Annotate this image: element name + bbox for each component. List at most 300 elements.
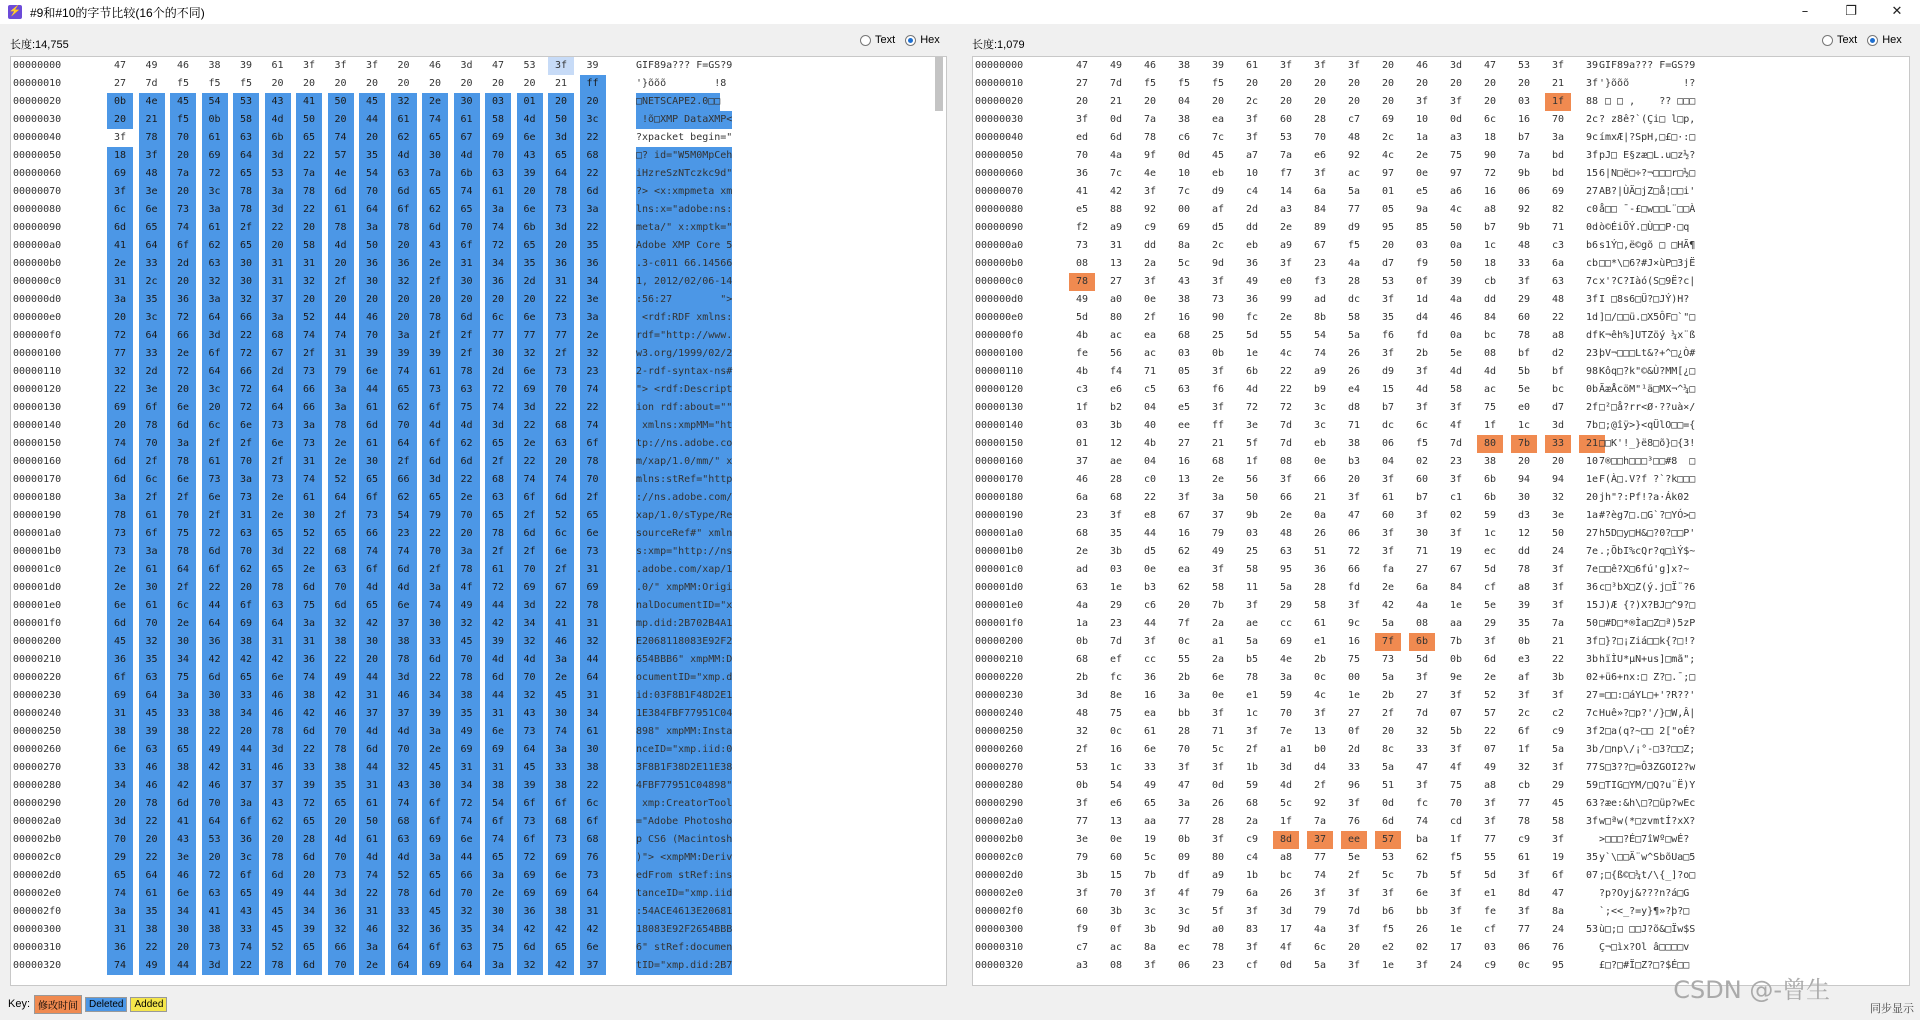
hex-byte[interactable]: 7b: [1511, 435, 1537, 453]
hex-byte[interactable]: 31: [233, 507, 259, 525]
hex-byte[interactable]: a9: [1109, 222, 1123, 233]
hex-byte[interactable]: 6e: [139, 201, 165, 219]
hex-byte[interactable]: 64: [139, 687, 165, 705]
hex-byte[interactable]: 4d: [391, 723, 417, 741]
hex-byte[interactable]: 3a: [170, 435, 196, 453]
hex-byte[interactable]: 47: [1177, 780, 1191, 791]
hex-byte[interactable]: 61: [139, 561, 165, 579]
hex-byte[interactable]: 62: [265, 813, 291, 831]
hex-byte[interactable]: 70: [517, 561, 543, 579]
hex-byte[interactable]: a3: [1279, 204, 1293, 215]
hex-byte[interactable]: 2e: [170, 345, 196, 363]
hex-byte[interactable]: 6d: [391, 183, 417, 201]
hex-byte[interactable]: 88: [1109, 204, 1123, 215]
hex-byte[interactable]: 27: [1177, 438, 1191, 449]
hex-byte[interactable]: 3f: [1211, 366, 1225, 377]
hex-byte[interactable]: 84: [1483, 312, 1497, 323]
hex-byte[interactable]: 2b: [1177, 672, 1191, 683]
hex-byte[interactable]: 5e: [1347, 852, 1361, 863]
hex-byte[interactable]: 39: [239, 60, 253, 71]
hex-byte[interactable]: 3d: [548, 129, 574, 147]
hex-byte[interactable]: 3f: [1449, 906, 1463, 917]
hex-byte[interactable]: 64: [202, 309, 228, 327]
ascii-text[interactable]: ocumentID="xmp.d: [636, 669, 732, 687]
hex-byte[interactable]: 6e: [1143, 744, 1157, 755]
hex-byte[interactable]: 50: [359, 237, 385, 255]
hex-byte[interactable]: 19: [1143, 834, 1157, 845]
hex-byte[interactable]: 32: [328, 921, 354, 939]
hex-byte[interactable]: 4d: [517, 651, 543, 669]
hex-byte[interactable]: 42: [548, 921, 574, 939]
hex-byte[interactable]: 72: [202, 165, 228, 183]
hex-byte[interactable]: 31: [580, 561, 606, 579]
hex-byte[interactable]: 69: [1279, 636, 1293, 647]
hex-byte[interactable]: 61: [1245, 60, 1259, 71]
hex-byte[interactable]: 92: [1517, 204, 1531, 215]
hex-byte[interactable]: 71: [1211, 726, 1225, 737]
hex-byte[interactable]: 52: [296, 309, 322, 327]
hex-byte[interactable]: 22: [296, 201, 322, 219]
hex-byte[interactable]: 20: [107, 795, 133, 813]
hex-byte[interactable]: 74: [296, 669, 322, 687]
hex-byte[interactable]: 58: [1313, 600, 1327, 611]
ascii-text[interactable]: c□³bX□Z(ý.j□Ï¨?6: [1599, 582, 1696, 593]
hex-byte[interactable]: 6d: [422, 885, 448, 903]
hex-byte[interactable]: 3d: [548, 219, 574, 237]
hex-byte[interactable]: 16: [1347, 636, 1361, 647]
hex-byte[interactable]: 36: [107, 651, 133, 669]
hex-byte[interactable]: 85: [1415, 222, 1429, 233]
ascii-text[interactable]: +ü6+nx:□ Z?□.¯;□: [1599, 672, 1696, 683]
hex-byte[interactable]: 6d: [485, 669, 511, 687]
hex-byte[interactable]: 74: [485, 831, 511, 849]
hex-byte[interactable]: 17: [1279, 924, 1293, 935]
hex-byte[interactable]: 95: [1381, 222, 1395, 233]
hex-byte[interactable]: f5: [1347, 240, 1361, 251]
hex-byte[interactable]: 61: [454, 111, 480, 129]
hex-byte[interactable]: 69: [107, 165, 133, 183]
hex-byte[interactable]: 45: [265, 921, 291, 939]
hex-byte[interactable]: 27: [1075, 78, 1089, 89]
hex-byte[interactable]: 3a: [1551, 132, 1565, 143]
hex-byte[interactable]: 63: [233, 129, 259, 147]
hex-byte[interactable]: 59: [1279, 690, 1293, 701]
hex-byte[interactable]: 03: [1109, 564, 1123, 575]
hex-byte[interactable]: 20: [334, 78, 347, 89]
hex-byte[interactable]: 65: [1143, 798, 1157, 809]
hex-byte[interactable]: 3f: [1551, 834, 1565, 845]
hex-byte[interactable]: 0b: [1211, 348, 1225, 359]
hex-byte[interactable]: 2c: [1517, 708, 1531, 719]
ascii-text[interactable]: sourceRef#" xmln: [636, 525, 732, 543]
hex-byte[interactable]: bd: [1551, 150, 1565, 161]
hex-byte[interactable]: 65: [139, 219, 165, 237]
ascii-text[interactable]: £□?□#Ï□Z?□?$É□□: [1599, 960, 1690, 971]
hex-byte[interactable]: 0c: [1313, 672, 1327, 683]
hex-byte[interactable]: 98: [1585, 366, 1599, 377]
hex-byte[interactable]: 15: [1381, 384, 1395, 395]
hex-byte[interactable]: 46: [265, 759, 291, 777]
hex-byte[interactable]: 65: [391, 381, 417, 399]
hex-byte[interactable]: 36: [580, 255, 606, 273]
hex-byte[interactable]: 6e: [107, 741, 133, 759]
hex-byte[interactable]: 73: [202, 471, 228, 489]
hex-byte[interactable]: 2e: [170, 615, 196, 633]
hex-byte[interactable]: 24: [1449, 960, 1463, 971]
hex-byte[interactable]: a8: [1551, 330, 1565, 341]
hex-byte[interactable]: 1c: [1109, 762, 1123, 773]
hex-byte[interactable]: 77: [1313, 852, 1327, 863]
hex-byte[interactable]: a8: [1483, 780, 1497, 791]
hex-byte[interactable]: 2c: [1211, 240, 1225, 251]
hex-byte[interactable]: 65: [422, 183, 448, 201]
hex-byte[interactable]: 6f: [233, 597, 259, 615]
hex-byte[interactable]: 2f: [548, 345, 574, 363]
hex-byte[interactable]: 3f: [334, 60, 347, 71]
hex-byte[interactable]: 37: [580, 957, 606, 975]
hex-byte[interactable]: 2e: [1415, 150, 1429, 161]
hex-byte[interactable]: d5: [1143, 546, 1157, 557]
hex-byte[interactable]: 60: [1109, 852, 1123, 863]
hex-byte[interactable]: 45: [1211, 150, 1225, 161]
hex-byte[interactable]: 06: [1347, 528, 1361, 539]
hex-byte[interactable]: 6d: [1381, 816, 1395, 827]
hex-byte[interactable]: 20: [391, 309, 417, 327]
hex-byte[interactable]: 42: [202, 651, 228, 669]
hex-byte[interactable]: 54: [1109, 780, 1123, 791]
hex-byte[interactable]: 68: [391, 813, 417, 831]
hex-byte[interactable]: 46: [139, 777, 165, 795]
hex-byte[interactable]: 5a: [1347, 330, 1361, 341]
hex-byte[interactable]: 60: [1517, 312, 1531, 323]
hex-byte[interactable]: 49: [265, 885, 291, 903]
hex-byte[interactable]: 24: [1551, 924, 1565, 935]
hex-byte[interactable]: 3f: [1143, 636, 1157, 647]
hex-byte[interactable]: 51: [1313, 546, 1327, 557]
hex-byte[interactable]: 49: [1143, 780, 1157, 791]
hex-byte[interactable]: 37: [265, 291, 291, 309]
hex-byte[interactable]: 7c: [1585, 276, 1599, 287]
hex-byte[interactable]: 20: [454, 291, 480, 309]
hex-byte[interactable]: 7d: [1449, 438, 1463, 449]
hex-byte[interactable]: 6e: [580, 525, 606, 543]
hex-byte[interactable]: 74: [107, 957, 133, 975]
hex-byte[interactable]: 6e: [359, 363, 385, 381]
hex-byte[interactable]: 6d: [548, 489, 574, 507]
hex-byte[interactable]: 6d: [202, 669, 228, 687]
hex-byte[interactable]: 70: [454, 219, 480, 237]
hex-byte[interactable]: 6e: [107, 597, 133, 615]
hex-byte[interactable]: 16: [1517, 114, 1531, 125]
hex-byte[interactable]: 66: [454, 867, 480, 885]
hex-byte[interactable]: 3f: [302, 60, 316, 71]
hex-byte[interactable]: 21: [1551, 636, 1565, 647]
hex-byte[interactable]: 38: [170, 723, 196, 741]
hex-byte[interactable]: e6: [1109, 384, 1123, 395]
hex-byte[interactable]: 77: [548, 327, 574, 345]
hex-byte[interactable]: 66: [233, 363, 259, 381]
hex-byte[interactable]: 29: [1517, 294, 1531, 305]
hex-byte[interactable]: c9: [1517, 834, 1531, 845]
hex-byte[interactable]: 48: [139, 165, 165, 183]
hex-byte[interactable]: 45: [170, 93, 196, 111]
hex-byte[interactable]: 78: [1069, 273, 1095, 291]
ascii-text[interactable]: x'?C?Iàó(S□9Ë?c|: [1599, 276, 1696, 287]
hex-byte[interactable]: 66: [1313, 474, 1327, 485]
hex-byte[interactable]: 2e: [548, 669, 574, 687]
hex-byte[interactable]: 70: [1075, 150, 1089, 161]
hex-byte[interactable]: 20: [202, 399, 228, 417]
hex-byte[interactable]: 2f: [454, 327, 480, 345]
hex-byte[interactable]: 22: [517, 453, 543, 471]
hex-byte[interactable]: 78: [328, 219, 354, 237]
hex-byte[interactable]: 20: [107, 417, 133, 435]
hex-byte[interactable]: 4d: [1483, 366, 1497, 377]
hex-byte[interactable]: 30: [170, 633, 196, 651]
hex-byte[interactable]: 6f: [422, 813, 448, 831]
hex-byte[interactable]: 3d: [1075, 690, 1089, 701]
hex-byte[interactable]: 2e: [454, 489, 480, 507]
hex-byte[interactable]: b0: [1313, 744, 1327, 755]
hex-byte[interactable]: 31: [1109, 240, 1123, 251]
hex-byte[interactable]: cb: [1483, 276, 1497, 287]
hex-byte[interactable]: e5: [1075, 204, 1089, 215]
ascii-text[interactable]: =□□:□áYL□+'?R??': [1599, 690, 1696, 701]
hex-byte[interactable]: 28: [1347, 276, 1361, 287]
hex-byte[interactable]: 7c: [1177, 186, 1191, 197]
hex-byte[interactable]: 65: [580, 507, 606, 525]
hex-byte[interactable]: 50: [1449, 222, 1463, 233]
ascii-text[interactable]: nceID="xmp.iid:0: [636, 741, 732, 759]
hex-byte[interactable]: 23: [580, 363, 606, 381]
hex-byte[interactable]: 3d: [1279, 762, 1293, 773]
hex-byte[interactable]: ad: [1075, 564, 1089, 575]
hex-byte[interactable]: 44: [170, 957, 196, 975]
hex-byte[interactable]: 2e: [1279, 312, 1293, 323]
hex-byte[interactable]: 6c: [580, 795, 606, 813]
hex-byte[interactable]: 22: [422, 669, 448, 687]
hex-byte[interactable]: 3f: [1415, 510, 1429, 521]
hex-byte[interactable]: 04: [1143, 456, 1157, 467]
hex-byte[interactable]: 2e: [422, 741, 448, 759]
hex-byte[interactable]: 54: [202, 93, 228, 111]
hex-byte[interactable]: 1c: [1483, 528, 1497, 539]
hex-byte[interactable]: 35: [1585, 852, 1599, 863]
hex-byte[interactable]: 64: [202, 813, 228, 831]
hex-byte[interactable]: 22: [548, 597, 574, 615]
hex-byte[interactable]: 3c: [1177, 906, 1191, 917]
hex-byte[interactable]: 0d: [1381, 798, 1395, 809]
hex-byte[interactable]: fe: [1075, 348, 1089, 359]
hex-byte[interactable]: 27: [1415, 564, 1429, 575]
hex-byte[interactable]: 20: [271, 78, 284, 89]
hex-byte[interactable]: 4d: [328, 831, 354, 849]
hex-byte[interactable]: 38: [485, 777, 511, 795]
hex-byte[interactable]: 44: [202, 597, 228, 615]
hex-byte[interactable]: 3a: [485, 957, 511, 975]
hex-byte[interactable]: 35: [1517, 618, 1531, 629]
hex-byte[interactable]: 20: [296, 291, 322, 309]
hex-byte[interactable]: e6: [1313, 150, 1327, 161]
hex-byte[interactable]: 4d: [1245, 384, 1259, 395]
hex-byte[interactable]: 03: [485, 93, 511, 111]
hex-byte[interactable]: 26: [1313, 528, 1327, 539]
ascii-text[interactable]: Kôq□?k"©&Ù?MM[¿□: [1599, 366, 1696, 377]
hex-byte[interactable]: 20: [170, 147, 196, 165]
ascii-text[interactable]: ?> <x:xmpmeta xm: [636, 183, 732, 201]
hex-byte[interactable]: 4a: [1415, 600, 1429, 611]
hex-byte[interactable]: 69: [1551, 186, 1565, 197]
hex-byte[interactable]: 16: [1109, 744, 1123, 755]
hex-byte[interactable]: 3e: [1551, 510, 1565, 521]
hex-byte[interactable]: 3f: [1483, 636, 1497, 647]
hex-byte[interactable]: 0d: [1279, 960, 1293, 971]
ascii-text[interactable]: meta/" x:xmptk=": [636, 219, 732, 237]
hex-byte[interactable]: 7d: [1109, 636, 1123, 647]
hex-byte[interactable]: 3f: [1143, 888, 1157, 899]
hex-byte[interactable]: 2d: [1245, 204, 1259, 215]
hex-byte[interactable]: 6e: [202, 489, 228, 507]
hex-byte[interactable]: 69: [422, 957, 448, 975]
hex-byte[interactable]: 60: [1279, 114, 1293, 125]
hex-byte[interactable]: 2e: [1279, 222, 1293, 233]
hex-byte[interactable]: 0b: [202, 111, 228, 129]
hex-byte[interactable]: 16: [1483, 186, 1497, 197]
hex-byte[interactable]: 2e: [107, 561, 133, 579]
hex-byte[interactable]: 34: [454, 777, 480, 795]
hex-byte[interactable]: 3f: [1245, 114, 1259, 125]
hex-byte[interactable]: 36: [391, 255, 417, 273]
hex-byte[interactable]: 3f: [1143, 276, 1157, 287]
hex-byte[interactable]: 48: [1075, 708, 1089, 719]
ascii-text[interactable]: '}õõõ !?: [1599, 78, 1696, 89]
hex-byte[interactable]: 20: [1381, 96, 1395, 107]
hex-byte[interactable]: 4d: [359, 849, 385, 867]
hex-byte[interactable]: 0e: [1143, 294, 1157, 305]
hex-byte[interactable]: 9b: [1245, 510, 1259, 521]
hex-byte[interactable]: 6a: [1415, 582, 1429, 593]
hex-byte[interactable]: 3f: [1347, 924, 1361, 935]
hex-byte[interactable]: 20: [296, 867, 322, 885]
hex-byte[interactable]: 28: [1313, 114, 1327, 125]
hex-byte[interactable]: b6: [1381, 906, 1395, 917]
hex-byte[interactable]: 20: [328, 255, 354, 273]
hex-byte[interactable]: 3f: [1177, 762, 1191, 773]
hex-byte[interactable]: 4d: [328, 237, 354, 255]
hex-byte[interactable]: 5c: [1177, 258, 1191, 269]
hex-byte[interactable]: 71: [1347, 420, 1361, 431]
hex-byte[interactable]: 73: [1381, 654, 1395, 665]
hex-byte[interactable]: 2d: [485, 363, 511, 381]
hex-byte[interactable]: 4c: [1279, 348, 1293, 359]
hex-byte[interactable]: f6: [1381, 330, 1395, 341]
hex-byte[interactable]: 62: [1415, 852, 1429, 863]
hex-byte[interactable]: 53: [1585, 924, 1599, 935]
hex-byte[interactable]: 56: [1109, 348, 1123, 359]
hex-byte[interactable]: 31: [107, 921, 133, 939]
hex-byte[interactable]: 6e: [265, 669, 291, 687]
hex-byte[interactable]: d9: [1211, 186, 1225, 197]
hex-byte[interactable]: 72: [1347, 546, 1361, 557]
hex-byte[interactable]: 6e: [170, 399, 196, 417]
hex-byte[interactable]: 3d: [265, 741, 291, 759]
hex-byte[interactable]: 2b: [1381, 690, 1395, 701]
hex-byte[interactable]: 31: [233, 759, 259, 777]
hex-byte[interactable]: 54: [1313, 330, 1327, 341]
hex-byte[interactable]: 73: [265, 417, 291, 435]
hex-byte[interactable]: ff: [1211, 420, 1225, 431]
hex-byte[interactable]: 70: [1177, 744, 1191, 755]
hex-byte[interactable]: 59: [1483, 510, 1497, 521]
hex-byte[interactable]: 74: [296, 327, 322, 345]
hex-byte[interactable]: 21: [554, 78, 568, 89]
hex-byte[interactable]: 2f: [1075, 744, 1089, 755]
hex-byte[interactable]: 61: [202, 219, 228, 237]
hex-byte[interactable]: 20: [391, 291, 417, 309]
hex-byte[interactable]: 20: [1415, 78, 1429, 89]
hex-byte[interactable]: 6e: [485, 723, 511, 741]
hex-byte[interactable]: 9a: [1415, 204, 1429, 215]
hex-byte[interactable]: 64: [139, 867, 165, 885]
hex-byte[interactable]: 30: [359, 273, 385, 291]
hex-byte[interactable]: 61: [1143, 726, 1157, 737]
ascii-text[interactable]: □□K'!_}ë8□õ}□{3!: [1599, 438, 1696, 449]
hex-byte[interactable]: 78: [391, 219, 417, 237]
hex-byte[interactable]: 7d: [1109, 78, 1123, 89]
hex-byte[interactable]: 3f: [1483, 816, 1497, 827]
ascii-text[interactable]: iHzreSzNTczkc9d": [636, 165, 732, 183]
hex-byte[interactable]: 41: [170, 813, 196, 831]
hex-byte[interactable]: 20: [139, 831, 165, 849]
hex-byte[interactable]: 20: [548, 453, 574, 471]
hex-byte[interactable]: 45: [1551, 798, 1565, 809]
hex-byte[interactable]: 8e: [1109, 690, 1123, 701]
ascii-text[interactable]: □TIG□YM/□Q?u¨Ë)Y: [1599, 780, 1696, 791]
hex-byte[interactable]: 3b: [1075, 870, 1089, 881]
hex-byte[interactable]: 61: [1517, 852, 1531, 863]
hex-byte[interactable]: 20: [517, 183, 543, 201]
hex-byte[interactable]: 7d: [1279, 438, 1293, 449]
hex-byte[interactable]: 36: [1313, 564, 1327, 575]
hex-byte[interactable]: 63: [233, 525, 259, 543]
hex-byte[interactable]: 15: [1109, 870, 1123, 881]
hex-byte[interactable]: 75: [1109, 708, 1123, 719]
hex-byte[interactable]: 3a: [107, 291, 133, 309]
hex-byte[interactable]: 68: [265, 327, 291, 345]
hex-byte[interactable]: 7b: [1415, 870, 1429, 881]
hex-byte[interactable]: 6a: [1551, 258, 1565, 269]
hex-byte[interactable]: a0: [1211, 924, 1225, 935]
hex-byte[interactable]: 45: [359, 93, 385, 111]
hex-byte[interactable]: 5d: [1483, 870, 1497, 881]
ascii-text[interactable]: 654BBB6" xmpMM:D: [636, 651, 732, 669]
hex-byte[interactable]: 60: [1381, 510, 1395, 521]
hex-byte[interactable]: 61: [139, 507, 165, 525]
hex-byte[interactable]: c5: [1143, 384, 1157, 395]
hex-byte[interactable]: 7d: [145, 78, 158, 89]
hex-byte[interactable]: d9: [1347, 222, 1361, 233]
hex-byte[interactable]: 31: [580, 687, 606, 705]
hex-byte[interactable]: 78: [1517, 330, 1531, 341]
hex-byte[interactable]: 30: [485, 345, 511, 363]
hex-byte[interactable]: 3f: [1585, 150, 1599, 161]
hex-byte[interactable]: 74: [1313, 870, 1327, 881]
hex-byte[interactable]: 38: [202, 705, 228, 723]
hex-byte[interactable]: 3d: [391, 669, 417, 687]
hex-byte[interactable]: 67: [265, 345, 291, 363]
hex-byte[interactable]: 78: [548, 183, 574, 201]
hex-byte[interactable]: 3f: [1075, 888, 1089, 899]
